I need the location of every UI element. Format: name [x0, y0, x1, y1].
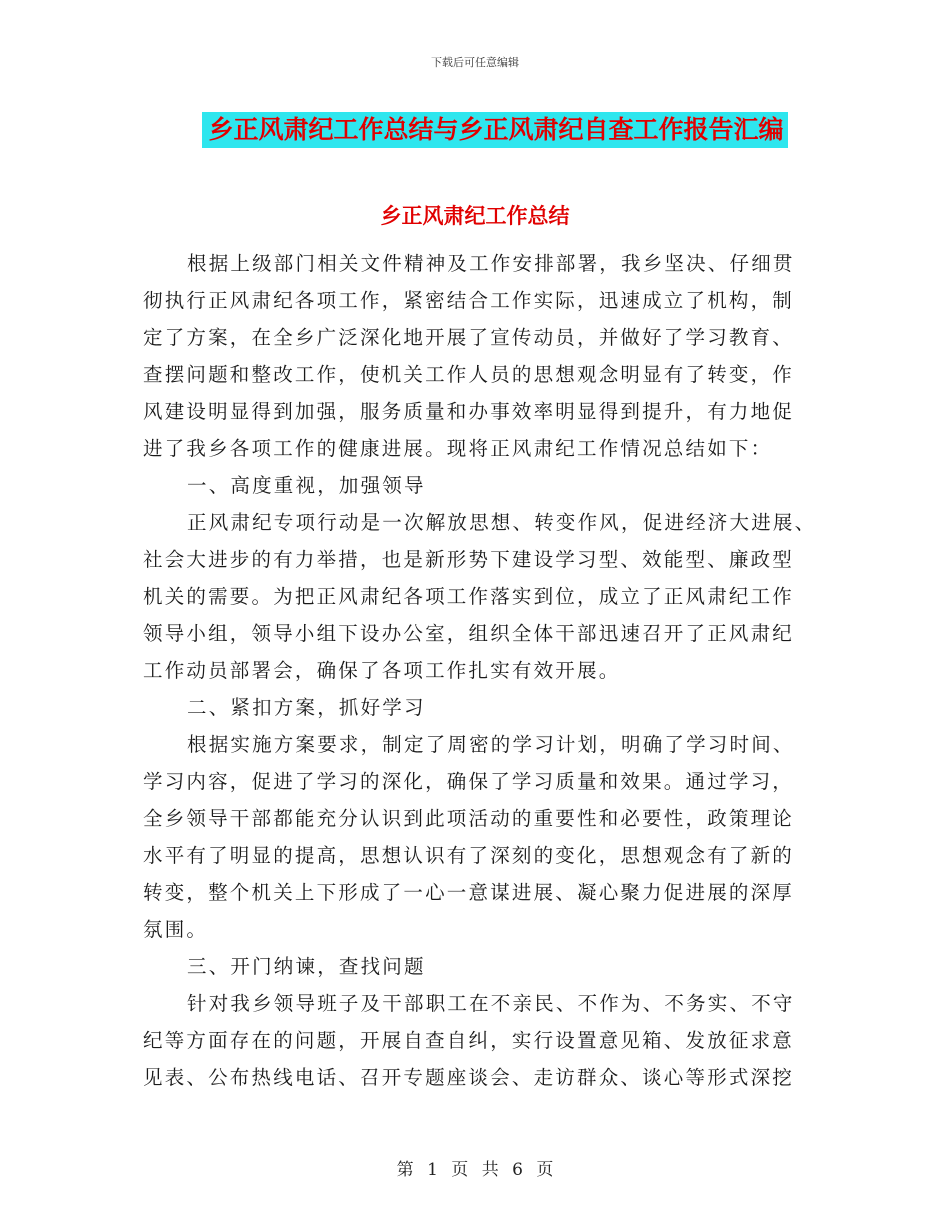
- paragraph-line: 工作动员部署会，确保了各项工作扎实有效开展。: [143, 659, 621, 682]
- footer-prefix: 第: [396, 1160, 414, 1180]
- paragraph-line: 纪等方面存在的问题，开展自查自纠，实行设置意见箱、发放征求意: [143, 1029, 795, 1052]
- section-title: 乡正风肃纪工作总结: [380, 204, 570, 228]
- paragraph-line: 针对我乡领导班子及干部职工在不亲民、不作为、不务实、不守: [187, 992, 795, 1015]
- paragraph-line: 根据实施方案要求，制定了周密的学习计划，明确了学习时间、: [187, 733, 795, 756]
- paragraph-line: 水平有了明显的提高，思想认识有了深刻的变化，思想观念有了新的: [143, 844, 795, 867]
- heading-line: 三、开门纳谏，查找问题: [187, 955, 426, 978]
- paragraph-line: 全乡领导干部都能充分认识到此项活动的重要性和必要性，政策理论: [143, 807, 795, 830]
- document-title: 乡正风肃纪工作总结与乡正风肃纪自查工作报告汇编: [202, 112, 787, 148]
- paragraph-line: 进了我乡各项工作的健康进展。现将正风肃纪工作情况总结如下：: [143, 437, 773, 460]
- paragraph-line: 定了方案，在全乡广泛深化地开展了宣传动员，并做好了学习教育、: [143, 326, 795, 349]
- footer-middle-1: 页: [451, 1160, 469, 1180]
- body-text: [143, 245, 817, 1096]
- paragraph-line: 机关的需要。为把正风肃纪各项工作落实到位，成立了正风肃纪工作: [143, 585, 795, 608]
- footer-suffix: 页: [536, 1160, 554, 1180]
- page-footer: [0, 1155, 950, 1180]
- header-note: 下载后可任意编辑: [431, 56, 519, 69]
- paragraph-line: 正风肃纪专项行动是一次解放思想、转变作风，促进经济大进展、: [187, 511, 817, 534]
- paragraph-line: 转变，整个机关上下形成了一心一意谋进展、凝心聚力促进展的深厚: [143, 881, 795, 904]
- paragraph-line: 社会大进步的有力举措，也是新形势下建设学习型、效能型、廉政型: [143, 548, 795, 571]
- paragraph-line: 氛围。: [143, 918, 209, 941]
- paragraph-line: 风建设明显得到加强，服务质量和办事效率明显得到提升，有力地促: [143, 400, 795, 423]
- paragraph-line: 领导小组，领导小组下设办公室，组织全体干部迅速召开了正风肃纪: [143, 622, 795, 645]
- total-pages: 6: [512, 1160, 523, 1180]
- paragraph-line: 彻执行正风肃纪各项工作，紧密结合工作实际，迅速成立了机构，制: [143, 289, 795, 312]
- heading-line: 二、紧扣方案，抓好学习: [187, 696, 426, 719]
- main-title-container: [0, 112, 950, 148]
- footer-middle-2: 共: [481, 1160, 499, 1180]
- paragraph-line: 查摆问题和整改工作，使机关工作人员的思想观念明显有了转变，作: [143, 363, 795, 386]
- heading-line: 一、高度重视，加强领导: [187, 474, 426, 497]
- current-page-number: 1: [427, 1160, 438, 1180]
- paragraph-line: 根据上级部门相关文件精神及工作安排部署，我乡坚决、仔细贯: [187, 252, 795, 275]
- paragraph-line: 见表、公布热线电话、召开专题座谈会、走访群众、谈心等形式深挖: [143, 1066, 795, 1089]
- paragraph-line: 学习内容，促进了学习的深化，确保了学习质量和效果。通过学习，: [143, 770, 795, 793]
